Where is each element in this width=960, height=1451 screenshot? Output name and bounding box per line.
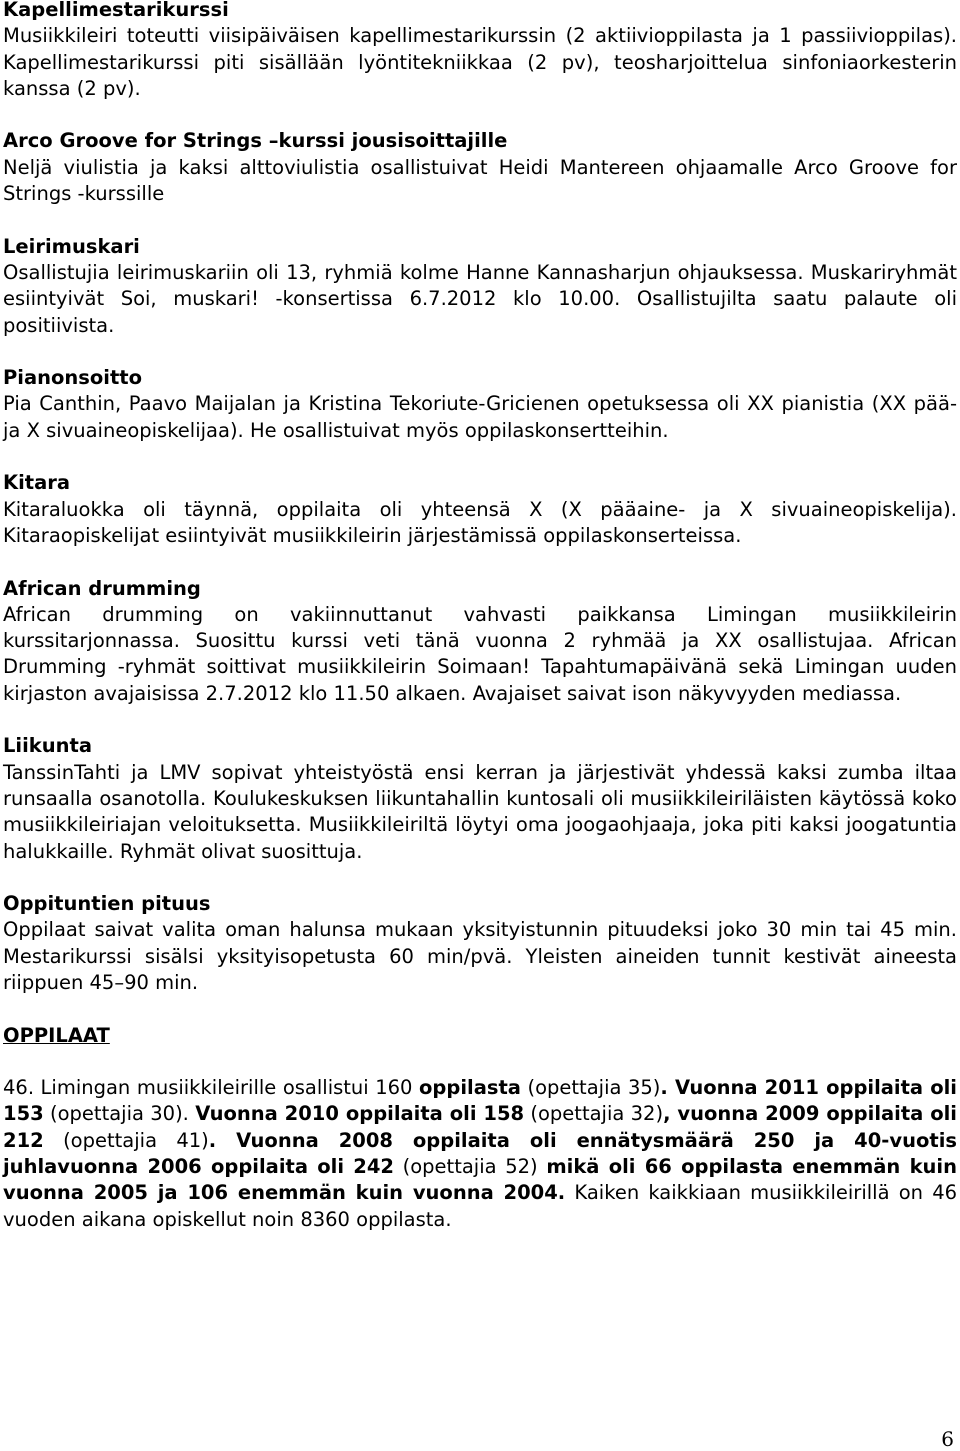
- oppilaat-run-bold: oppilasta: [419, 1076, 521, 1100]
- section-paragraph: Kitaraluokka oli täynnä, oppilaita oli yhteensä X (X pääaine- ja X sivuaineopiskelija). Kitaraopiskelijat esiintyivät musiikkileirin järjestämissä oppilaskonserteissa.: [3, 497, 957, 547]
- section-leirimuskari: [3, 234, 957, 339]
- section-kapellimestarikurssi: [3, 0, 957, 102]
- oppilaat-run: 46. Limingan musiikkileirille osallistui 160: [3, 1076, 420, 1100]
- section-african-drumming: [3, 576, 957, 707]
- oppilaat-run-bold: , vuonna 2009 oppilaita oli 212: [3, 1102, 957, 1152]
- oppilaat-run-bold: Vuonna 2010 oppilaita oli 158: [195, 1102, 525, 1126]
- section-pianonsoitto: [3, 365, 957, 444]
- oppilaat-paragraph: [3, 1075, 957, 1233]
- section-paragraph: Pia Canthin, Paavo Maijalan ja Kristina Tekoriute-Gricienen opetuksessa oli XX pianistia (XX pää- ja X sivuaineopiskelijaa). He osallistuivat myös oppilaskonsertteihin.: [3, 392, 957, 442]
- section-paragraph: African drumming on vakiinnuttanut vahvasti paikkansa Limingan musiikkileirin kurssitarjonnassa. Suosittu kurssi veti tänä vuonna 2 ryhmää ja XX osallistujaa. African Drumming -ryhmät soittivat musiikkileirin Soimaan! Tapahtumapäivänä sekä Limingan uuden kirjaston avajaisissa 2.7.2012 klo 11.50 alkaen. Avajaiset saivat ison näkyvyyden mediassa.: [3, 602, 957, 705]
- section-paragraph: Neljä viulistia ja kaksi alttoviulistia osallistuivat Heidi Mantereen ohjaamalle Arco Groove for Strings -kurssille: [3, 155, 957, 206]
- section-heading: Oppituntien pituus: [3, 892, 211, 916]
- section-heading: Kapellimestarikurssi: [3, 0, 229, 21]
- section-oppilaat: [3, 1023, 957, 1233]
- oppilaat-run-bold: . Vuonna 2008 oppilaita oli ennätysmäärä 250 ja 40-vuotis juhlavuonna 2006 oppilaita oli 242: [3, 1128, 957, 1179]
- section-heading: African drumming: [3, 576, 201, 600]
- section-heading: Pianonsoitto: [3, 366, 143, 390]
- section-paragraph: Musiikkileiri toteutti viisipäiväisen kapellimestarikurssin (2 aktiivioppilasta ja 1 passiivioppilas). Kapellimestarikurssi piti sisällään lyöntitekniikkaa (2 pv), teosharjoittelua sinfoniaorkesterin kanssa (2 pv).: [3, 24, 957, 100]
- oppilaat-run: Kaiken kaikkiaan musiikkileirillä on 46 vuoden aikana opiskellut noin 8360 oppilasta.: [3, 1181, 958, 1231]
- section-heading: Leirimuskari: [3, 234, 140, 258]
- section-kitara: [3, 470, 957, 549]
- section-paragraph: Oppilaat saivat valita oman halunsa mukaan yksityistunnin pituudeksi joko 30 min tai 45 min. Mestarikurssi sisälsi yksityisopetusta 60 min/pvä. Yleisten aineiden tunnit kestivät aineesta riippuen 45–90 min.: [3, 918, 957, 994]
- section-arco-groove: [3, 128, 957, 207]
- oppilaat-heading: OPPILAAT: [3, 1023, 110, 1047]
- section-paragraph: TanssinTahti ja LMV sopivat yhteistyöstä ensi kerran ja järjestivät yhdessä kaksi zumba iltaa runsaalla osanotolla. Koulukeskuksen liikuntahallin kuntosali oli musiikkileiriläisten käytössä koko musiikkileiriajan veloituksetta. Musiikkileiriltä löytyi oma joogaohjaaja, joka piti kaksi joogatuntia halukkaille. Ryhmät olivat suosittuja.: [3, 760, 957, 863]
- oppilaat-run: (opettajia 32): [524, 1102, 664, 1126]
- document-page: [3, 0, 957, 1233]
- oppilaat-run-bold: mikä oli 66 oppilasta enemmän kuin vuonna 2005 ja 106 enemmän kuin vuonna 2004.: [3, 1155, 957, 1205]
- section-heading: Liikunta: [3, 734, 93, 758]
- section-heading: Kitara: [3, 471, 71, 495]
- page-number: 6: [941, 1427, 954, 1451]
- section-paragraph: Osallistujia leirimuskariin oli 13, ryhmiä kolme Hanne Kannasharjun ohjauksessa. Muskariryhmät esiintyivät Soi, muskari! -konsertissa 6.7.2012 klo 10.00. Osallistujilta saatu palaute oli positiivista.: [3, 260, 957, 337]
- oppilaat-run-bold: . Vuonna 2011 oppilaita oli 153: [3, 1076, 957, 1126]
- section-heading: Arco Groove for Strings –kurssi jousisoittajille: [3, 129, 508, 153]
- oppilaat-run: (opettajia 35): [520, 1076, 661, 1100]
- oppilaat-run: (opettajia 52): [393, 1155, 547, 1179]
- oppilaat-run: (opettajia 41): [43, 1128, 209, 1152]
- oppilaat-run: (opettajia 30).: [43, 1102, 196, 1126]
- section-oppituntien-pituus: [3, 891, 957, 996]
- section-liikunta: [3, 733, 957, 864]
